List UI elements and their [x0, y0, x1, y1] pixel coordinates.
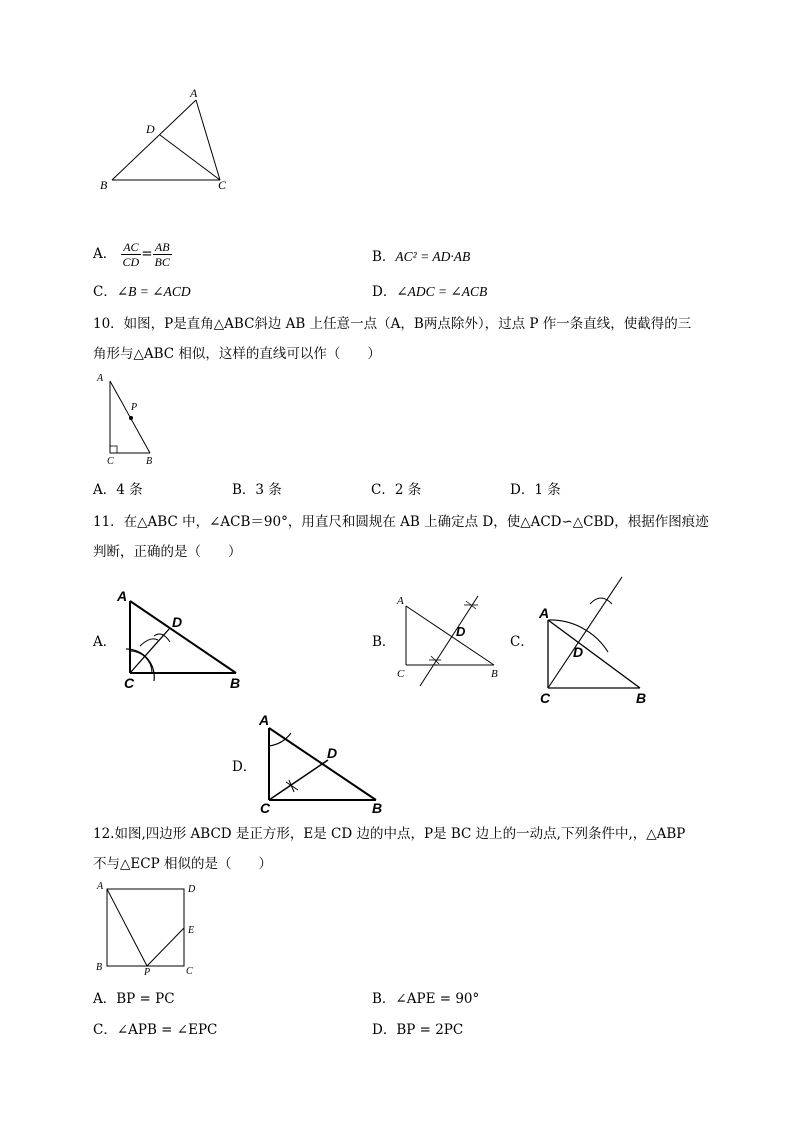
- q10-option-c: C．2 条: [371, 482, 422, 498]
- q11c-label-b: B: [636, 690, 647, 706]
- q9-option-c-text: ∠B = ∠ACD: [116, 284, 191, 299]
- equals-sign: =: [141, 246, 153, 262]
- q9-option-a-letter: A．: [93, 246, 117, 262]
- q11d-label-c: C: [260, 800, 271, 816]
- q11-option-a-letter: A．: [93, 634, 117, 650]
- q11c-label-a: A: [539, 605, 550, 621]
- q12-label-e: E: [188, 925, 195, 936]
- q12-label-b: B: [96, 962, 103, 973]
- fraction-denominator: CD: [122, 255, 140, 269]
- q9-label-a: A: [190, 86, 198, 100]
- q11a-label-b: B: [230, 675, 241, 691]
- q9-label-c: C: [218, 178, 227, 192]
- q11d-label-d: D: [327, 745, 338, 761]
- fraction-numerator: AB: [153, 240, 172, 255]
- q12-stem-line2: 不与△ECP 相似的是（ ）: [93, 856, 272, 872]
- q10-option-b: B．3 条: [232, 482, 282, 498]
- q11a-label-c: C: [124, 675, 135, 691]
- q12-label-p: P: [144, 967, 151, 978]
- q11-stem-line2: 判断，正确的是（ ）: [93, 544, 242, 560]
- q12-option-b: B．∠APE = 90°: [372, 991, 480, 1007]
- q12-label-c: C: [186, 966, 193, 977]
- q11-option-d-letter: D．: [232, 759, 257, 775]
- q11b-label-b: B: [491, 668, 498, 680]
- q11b-label-c: C: [397, 668, 405, 680]
- q10-label-c: C: [107, 456, 114, 467]
- q9-label-b: B: [100, 178, 108, 192]
- q9-option-d-letter: D．: [372, 284, 397, 300]
- q11c-label-d: D: [573, 644, 584, 660]
- q11b-label-d: D: [456, 624, 466, 639]
- q11d-label-a: A: [259, 712, 270, 728]
- q12-option-a: A．BP = PC: [93, 991, 175, 1007]
- q11d-label-b: B: [372, 800, 383, 816]
- q11c-label-c: C: [540, 690, 551, 706]
- fraction-numerator: AC: [121, 240, 142, 255]
- q10-label-p: P: [131, 402, 138, 413]
- q10-label-b: B: [146, 456, 153, 467]
- q10-option-a: A．4 条: [93, 482, 143, 498]
- q11a-label-a: A: [117, 588, 128, 604]
- q11a-label-d: D: [172, 614, 183, 630]
- q10-option-d: D．1 条: [510, 482, 561, 498]
- q12-stem-line1: 12.如图,四边形 ABCD 是正方形，E是 CD 边的中点，P是 BC 边上的一动点,下列条件中,，△ABP: [93, 826, 686, 842]
- q11-stem-line1: 11．在△ABC 中，∠ACB＝90°，用直尺和圆规在 AB 上确定点 D，使△ACD∽△CBD，根据作图痕迹: [93, 514, 709, 530]
- q9-option-b-text: AC² = AD·AB: [395, 249, 471, 264]
- q11-option-b-letter: B．: [372, 634, 396, 650]
- fraction-denominator: BC: [154, 255, 170, 269]
- q10-label-a: A: [97, 373, 104, 384]
- q9-option-d-text: ∠ADC = ∠ACB: [396, 284, 488, 299]
- q10-stem-line1: 10．如图，P是直角△ABC斜边 AB 上任意一点（A，B两点除外），过点 P 作一条直线，使截得的三: [93, 316, 692, 332]
- q12-label-a: A: [97, 881, 104, 892]
- q10-stem-line2: 角形与△ABC 相似，这样的直线可以作（ ）: [93, 346, 381, 362]
- q9-label-d: D: [146, 122, 155, 136]
- q12-label-d: D: [188, 884, 196, 895]
- q11b-label-a: A: [397, 595, 404, 607]
- q9-option-b-letter: B．: [372, 249, 396, 265]
- q9-option-c-letter: C．: [93, 284, 117, 300]
- q12-option-c: C．∠APB = ∠EPC: [93, 1022, 218, 1038]
- q12-option-d: D．BP = 2PC: [372, 1022, 464, 1038]
- q11-option-c-letter: C．: [510, 634, 534, 650]
